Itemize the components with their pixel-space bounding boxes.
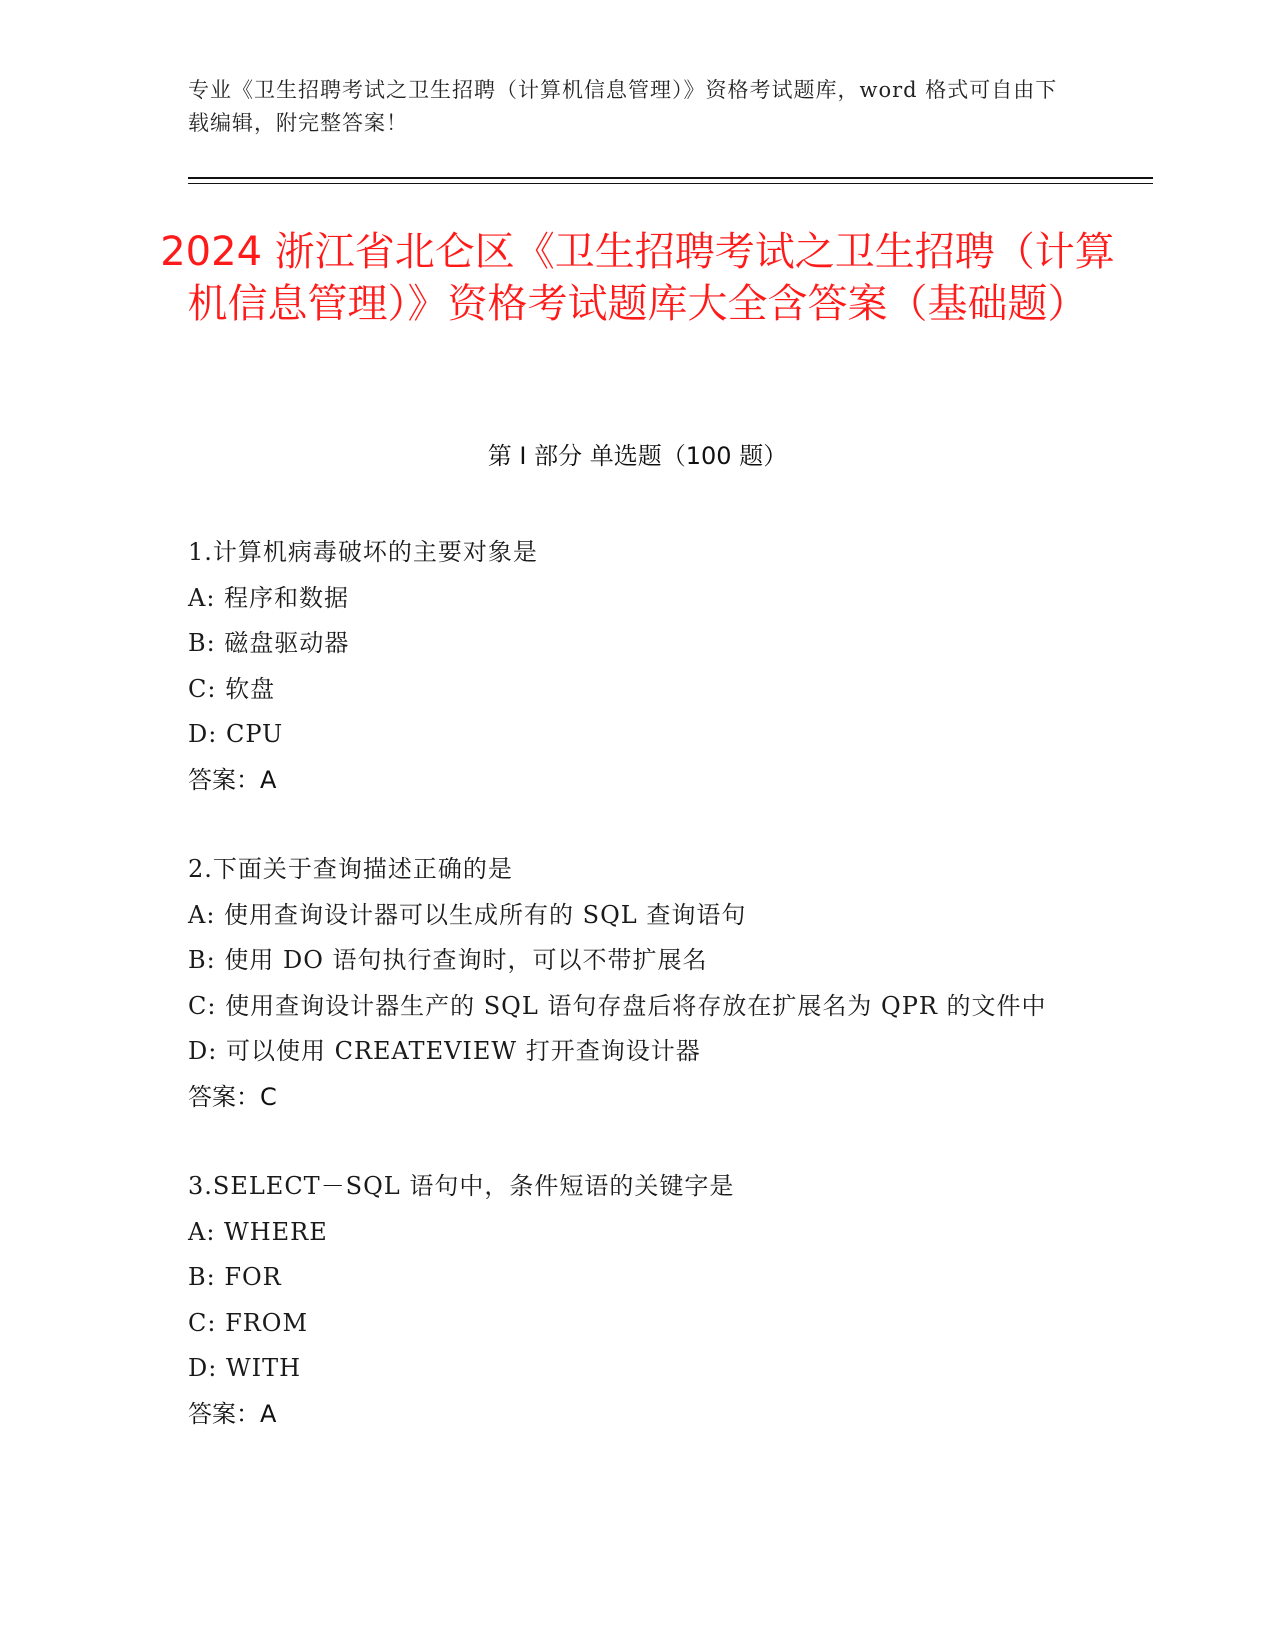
option-c: C: FROM (188, 1308, 309, 1337)
option-d: D: CPU (188, 720, 284, 748)
option-d: D: 可以使用 CREATEVIEW 打开查询设计器 (188, 1037, 701, 1065)
document-title: 2024 浙江省北仑区《卫生招聘考试之卫生招聘（计算机信息管理）》资格考试题库大全含答案（基础题） (160, 229, 1115, 327)
answer: 答案：A (188, 765, 277, 794)
option-a: A: 程序和数据 (188, 583, 350, 612)
option-d: D: WITH (188, 1354, 302, 1382)
option-b: B: FOR (188, 1263, 282, 1291)
question-list (188, 530, 1088, 1481)
header-divider-thick (188, 177, 1153, 179)
option-b: B: 使用 DO 语句执行查询时，可以不带扩展名 (188, 946, 708, 974)
option-a: A: WHERE (188, 1217, 328, 1246)
answer: 答案：A (188, 1399, 277, 1428)
question-3 (188, 1164, 1088, 1437)
option-a: A: 使用查询设计器可以生成所有的 SQL 查询语句 (188, 900, 747, 929)
question-stem: 3.SELECT－SQL 语句中，条件短语的关键字是 (188, 1172, 735, 1200)
section-heading: 第 I 部分 单选题（100 题） (487, 442, 788, 470)
option-c: C: 使用查询设计器生产的 SQL 语句存盘后将存放在扩展名为 QPR 的文件中 (188, 991, 1047, 1020)
question-stem: 2.下面关于查询描述正确的是 (188, 855, 513, 883)
answer: 答案：C (188, 1082, 277, 1111)
question-2 (188, 847, 1088, 1120)
option-b: B: 磁盘驱动器 (188, 629, 350, 657)
question-stem: 1.计算机病毒破坏的主要对象是 (188, 538, 538, 566)
header-note: 专业《卫生招聘考试之卫生招聘（计算机信息管理）》资格考试题库，word 格式可自由下载编辑，附完整答案！ (188, 78, 1058, 135)
header-divider-thin (188, 183, 1153, 184)
option-c: C: 软盘 (188, 674, 276, 703)
question-1 (188, 530, 1088, 803)
